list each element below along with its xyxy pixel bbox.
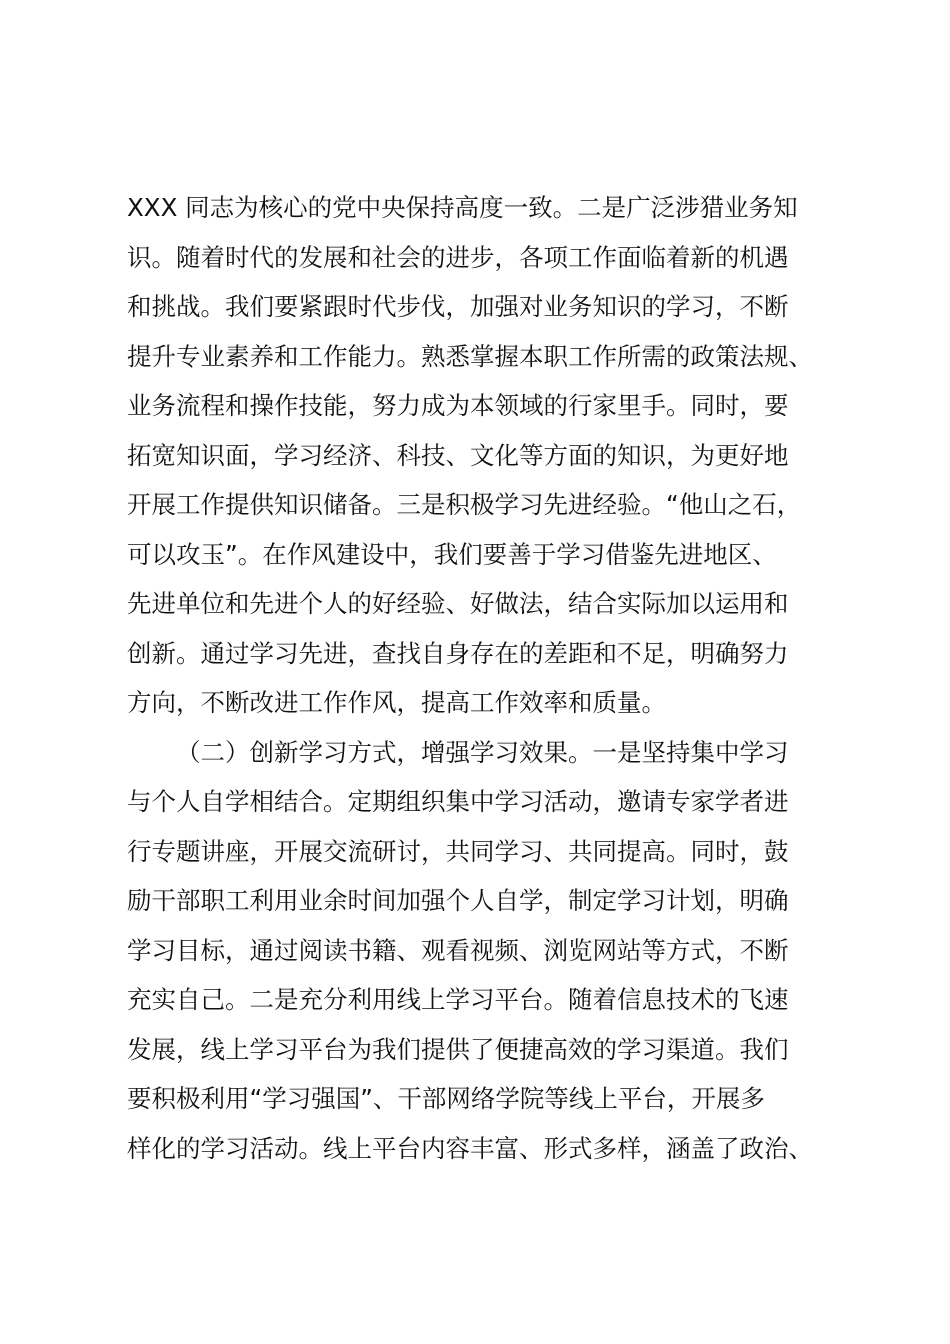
text-line-5: 业务流程和操作技能，努力成为本领域的行家里手。同时，要 — [127, 391, 789, 420]
text-line-7: 开展工作提供知识储备。三是积极学习先进经验。“他山之石， — [127, 490, 802, 519]
text-line-16: 学习目标，通过阅读书籍、观看视频、浏览网站等方式，不断 — [127, 935, 789, 965]
text-line-4: 提升专业素养和工作能力。熟悉掌握本职工作所需的政策法规、 — [127, 341, 813, 371]
body-text — [127, 183, 827, 1173]
text-line-9: 先进单位和先进个人的好经验、好做法，结合实际加以运用和 — [127, 589, 789, 618]
text-line-14: 行专题讲座，开展交流研讨，共同学习、共同提高。同时，鼓 — [127, 836, 789, 866]
text-line-11: 方向，不断改进工作作风，提高工作效率和质量。 — [127, 688, 666, 717]
text-line-10: 创新。通过学习先进，查找自身存在的差距和不足，明确努力 — [127, 638, 789, 668]
text-line-8: 可以攻玉”。在作风建设中，我们要善于学习借鉴先进地区、 — [127, 539, 777, 569]
text-line-13: 与个人自学相结合。定期组织集中学习活动，邀请专家学者进 — [127, 787, 789, 816]
text-line-3: 和挑战。我们要紧跟时代步伐，加强对业务知识的学习，不断 — [127, 292, 789, 321]
text-line-1: XXX 同志为核心的党中央保持高度一致。二是广泛涉猎业务知 — [127, 193, 798, 222]
text-line-2: 识。随着时代的发展和社会的进步，各项工作面临着新的机遇 — [127, 242, 789, 272]
text-line-17: 充实自己。二是充分利用线上学习平台。随着信息技术的飞速 — [127, 985, 789, 1014]
text-line-6: 拓宽知识面，学习经济、科技、文化等方面的知识，为更好地 — [127, 440, 789, 470]
text-line-20: 样化的学习活动。线上平台内容丰富、形式多样，涵盖了政治、 — [127, 1133, 813, 1163]
text-line-18: 发展，线上学习平台为我们提供了便捷高效的学习渠道。我们 — [127, 1034, 789, 1064]
text-line-15: 励干部职工利用业余时间加强个人自学，制定学习计划，明确 — [127, 886, 789, 915]
text-line-12: （二）创新学习方式，增强学习效果。一是坚持集中学习 — [176, 737, 789, 767]
text-line-19: 要积极利用“学习强国”、干部网络学院等线上平台，开展多 — [127, 1084, 765, 1113]
